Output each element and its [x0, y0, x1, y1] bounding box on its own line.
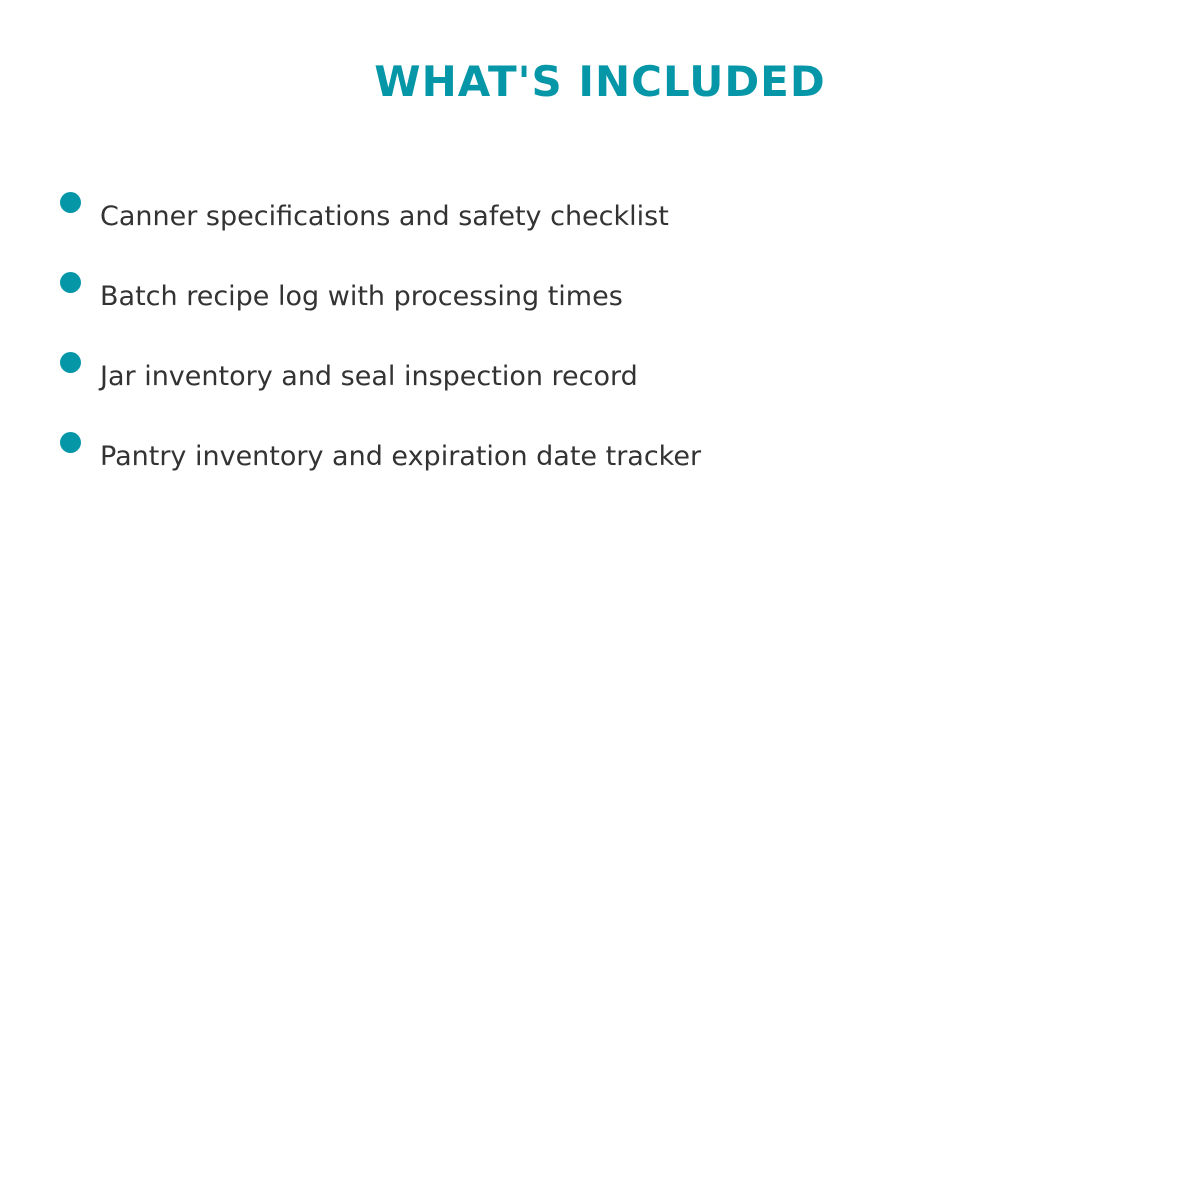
page-title: WHAT'S INCLUDED [374, 57, 826, 106]
list-item-text: Batch recipe log with processing times [100, 281, 623, 312]
list-item-text: Canner specifications and safety checklist [100, 201, 669, 232]
list-item-text: Pantry inventory and expiration date tracker [100, 441, 702, 472]
bullet-dot-icon [60, 432, 81, 453]
bullet-dot-icon [60, 272, 81, 293]
bullet-dot-icon [60, 352, 81, 373]
list-item-text: Jar inventory and seal inspection record [100, 361, 638, 392]
bullet-dot-icon [60, 192, 81, 213]
